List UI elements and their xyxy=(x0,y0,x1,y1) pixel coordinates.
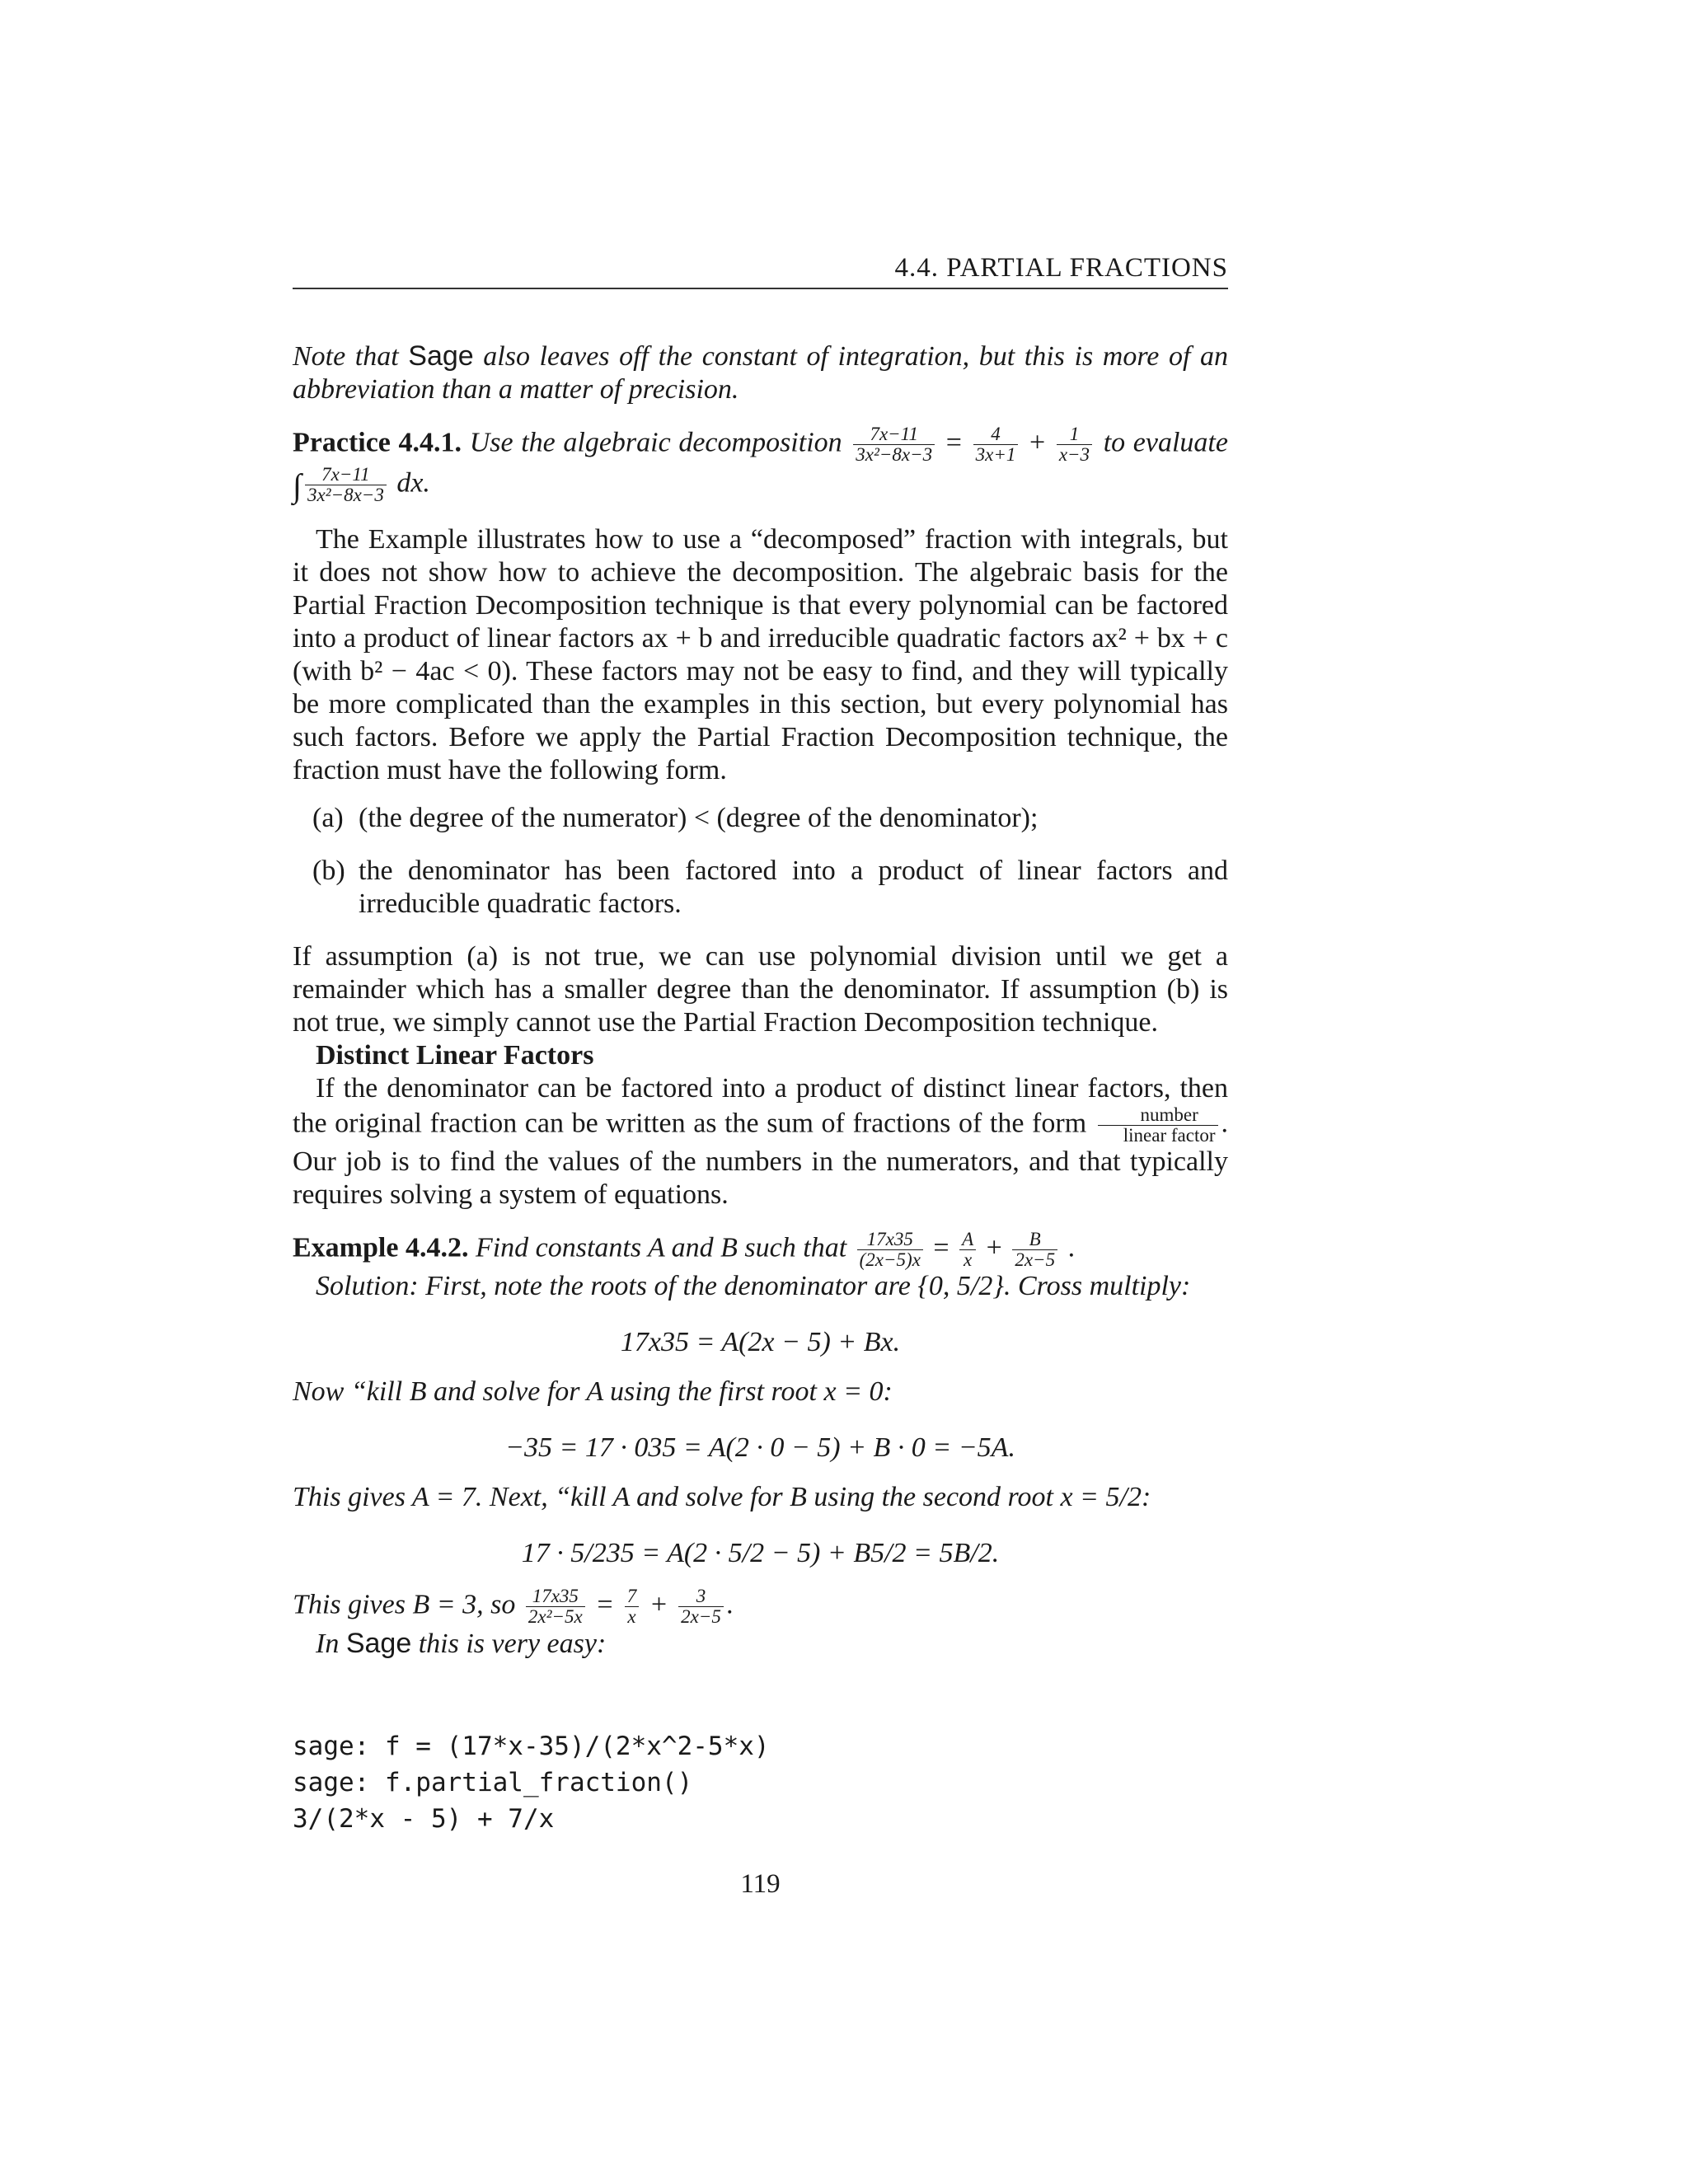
running-head: 4.4. PARTIAL FRACTIONS xyxy=(894,253,1228,283)
fraction-denominator: 2x−5 xyxy=(1015,1249,1056,1270)
paragraph-text-2: . Our job is to find the values of the numbers in the numerators, and that typically requires solving a system of equations. xyxy=(293,1108,1228,1210)
code-line: sage: f.partial_fraction() xyxy=(293,1768,693,1797)
fraction-denominator: 3x+1 xyxy=(975,444,1016,465)
equation-cross-multiply: 17x35 = A(2x − 5) + Bx. xyxy=(620,1327,901,1357)
fraction-numerator: 3 xyxy=(678,1586,724,1607)
result-fraction-3 xyxy=(678,1586,724,1627)
list-item xyxy=(312,855,1228,921)
note-text-pre: Note that xyxy=(293,341,409,372)
fraction-denominator: x xyxy=(964,1249,973,1270)
fraction-denominator: linear factor xyxy=(1123,1125,1216,1146)
plus-sign: + xyxy=(642,1589,676,1620)
result-text-pre: This gives B = 3, so xyxy=(293,1589,523,1620)
practice-fraction-3 xyxy=(1057,424,1092,465)
result-text-post: . xyxy=(726,1589,734,1620)
sage-name: Sage xyxy=(345,1628,412,1659)
fraction-numerator: 7x−11 xyxy=(305,465,387,485)
example-text-2: . xyxy=(1061,1232,1076,1263)
fraction-numerator: 1 xyxy=(1057,424,1092,445)
example-kill-a-line: This gives A = 7. Next, “kill A and solve for B using the second root x = 5/2: xyxy=(293,1482,1151,1512)
page-number: 119 xyxy=(740,1869,781,1899)
fraction-numerator: A xyxy=(959,1230,976,1250)
practice-paragraph xyxy=(293,424,1228,505)
fraction-denominator: 2x²−5x xyxy=(528,1606,583,1627)
code-line: sage: f = (17*x-35)/(2*x^2-5*x) xyxy=(293,1732,770,1761)
paragraph-text-1: If the denominator can be factored into a product of distinct linear factors, then the original fraction can be written as the sum of fractions of the form xyxy=(293,1073,1228,1139)
fraction-numerator: number xyxy=(1098,1105,1218,1126)
fraction-numerator: 7 xyxy=(625,1586,640,1607)
practice-text-1: Use the algebraic decomposition xyxy=(462,427,851,458)
list-item-text: the denominator has been factored into a product of linear factors and irreducible quadratic factors. xyxy=(359,855,1228,919)
example-fraction-2 xyxy=(959,1230,976,1270)
plus-sign: + xyxy=(1021,427,1053,458)
number-over-linear-factor xyxy=(1098,1105,1218,1146)
fraction-denominator: x−3 xyxy=(1058,444,1090,465)
header-rule xyxy=(293,288,1228,289)
paragraph-assumptions: If assumption (a) is not true, we can use polynomial division until we get a remainder which has a smaller degree than the denominator. If assumption (b) is not true, we simply cannot use the Partial Fraction Decomposition technique. xyxy=(293,941,1228,1038)
practice-text-2: to evaluate xyxy=(1095,427,1228,458)
plus-sign: + xyxy=(979,1232,1010,1263)
example-statement xyxy=(293,1230,1228,1270)
equals-sign: = xyxy=(588,1589,621,1620)
practice-text-3: dx. xyxy=(389,467,430,499)
subheading-distinct-linear-factors: Distinct Linear Factors xyxy=(316,1040,594,1071)
list-item xyxy=(312,802,1228,835)
paragraph-decomposition-basis: The Example illustrates how to use a “decomposed” fraction with integrals, but it does not show how to achieve the decomposition. The algebraic basis for the Partial Fraction Decomposition technique is that every polynomial can be factored into a product of linear factors ax + b and irreducible quadratic factors ax² + bx + c (with b² − 4ac < 0). These factors may not be easy to find, and they will typically be more complicated than the examples in this section, but every polynomial has such factors. Before we apply the Partial Fraction Decomposition technique, the fraction must have the following form. xyxy=(293,524,1228,785)
equals-sign: = xyxy=(926,1232,957,1263)
note-paragraph xyxy=(293,340,1228,406)
fraction-numerator: 4 xyxy=(973,424,1019,445)
sage-name: Sage xyxy=(408,340,474,372)
example-result-line xyxy=(293,1586,1228,1627)
list-item-label: (b) xyxy=(312,855,345,886)
example-kill-b-line: Now “kill B and solve for A using the first root x = 0: xyxy=(293,1376,893,1407)
fraction-numerator: 7x−11 xyxy=(853,424,935,445)
note-text-post: also leaves off the constant of integration, but this is more of an abbreviation than a matter of precision. xyxy=(293,341,1229,405)
fraction-numerator: B xyxy=(1012,1230,1057,1250)
example-sage-line xyxy=(293,1627,1228,1661)
list-item-text: (the degree of the numerator) < (degree of the denominator); xyxy=(359,803,1039,833)
fraction-numerator: 17x35 xyxy=(857,1230,923,1250)
sage-line-pre: In xyxy=(316,1629,346,1659)
example-solution-intro: Solution: First, note the roots of the denominator are {0, 5/2}. Cross multiply: xyxy=(316,1271,1191,1301)
equation-solve-a: −35 = 17 · 035 = A(2 · 0 − 5) + B · 0 = −5A. xyxy=(505,1432,1015,1463)
practice-fraction-4 xyxy=(305,465,387,505)
paragraph-distinct-linear xyxy=(293,1072,1228,1212)
equals-sign: = xyxy=(938,427,970,458)
page-body xyxy=(293,340,1228,1837)
example-label: Example 4.4.2. xyxy=(293,1232,469,1263)
code-line: 3/(2*x - 5) + 7/x xyxy=(293,1804,555,1834)
fraction-denominator: 3x²−8x−3 xyxy=(307,485,384,505)
fraction-denominator: x xyxy=(627,1606,636,1627)
fraction-denominator: (2x−5)x xyxy=(859,1249,921,1270)
integral-sign: ∫ xyxy=(293,466,302,504)
list-item-label: (a) xyxy=(312,803,344,833)
practice-fraction-2 xyxy=(973,424,1019,465)
example-fraction-1 xyxy=(857,1230,923,1270)
result-fraction-2 xyxy=(625,1586,640,1627)
fraction-numerator: 17x35 xyxy=(526,1586,585,1607)
practice-label: Practice 4.4.1. xyxy=(293,427,462,458)
sage-code-block xyxy=(293,1728,1228,1837)
fraction-denominator: 2x−5 xyxy=(681,1606,721,1627)
form-requirements-list xyxy=(293,802,1228,921)
equation-solve-b: 17 · 5/235 = A(2 · 5/2 − 5) + B5/2 = 5B/2. xyxy=(521,1538,1000,1568)
example-fraction-3 xyxy=(1012,1230,1057,1270)
sage-line-post: this is very easy: xyxy=(411,1629,607,1659)
result-fraction-1 xyxy=(526,1586,585,1627)
practice-fraction-1 xyxy=(853,424,935,465)
example-text-1: Find constants A and B such that xyxy=(468,1232,854,1263)
fraction-denominator: 3x²−8x−3 xyxy=(856,444,933,465)
